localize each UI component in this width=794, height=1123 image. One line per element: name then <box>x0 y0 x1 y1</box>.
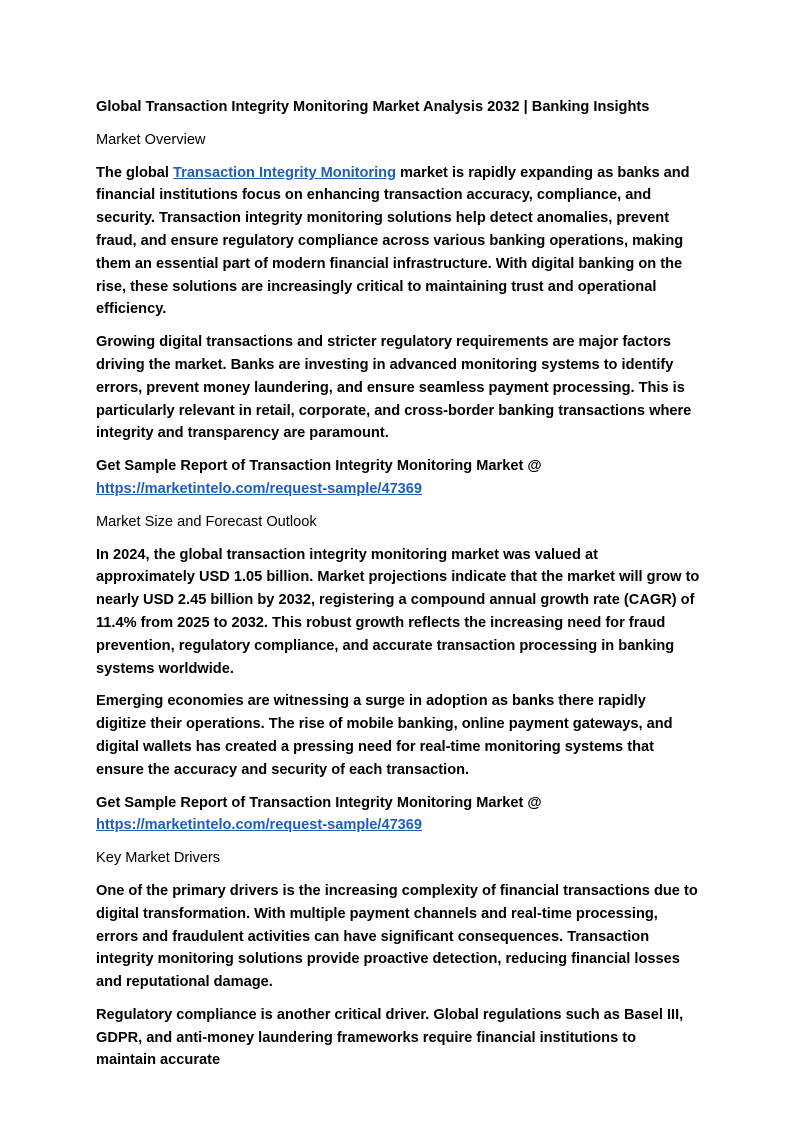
sample-report-block-2 <box>96 792 700 838</box>
drivers-paragraph-1: One of the primary drivers is the increasing complexity of financial transactions due to digital transformation. With multiple payment channels and real-time processing, errors and fraudulent activities can have significant consequences. Transaction integrity monitoring solutions provide proactive detection, reducing financial losses and reputational damage. <box>96 882 698 991</box>
overview-p1-suffix: market is rapidly expanding as banks and financial institutions focus on enhancing transaction accuracy, compliance, and security. Transaction integrity monitoring solutions help detect anomalies, prevent fraud, and ensure regulatory compliance across various banking operations, making them an essential part of modern financial infrastructure. With digital banking on the rise, these solutions are increasingly critical to maintaining trust and operational efficiency. <box>96 164 690 318</box>
drivers-paragraph-2: Regulatory compliance is another critical driver. Global regulations such as Basel III, GDPR, and anti-money laundering frameworks require financial institutions to maintain accurate <box>96 1006 684 1069</box>
transaction-integrity-monitoring-link[interactable]: Transaction Integrity Monitoring <box>173 164 396 181</box>
document-title: Global Transaction Integrity Monitoring Market Analysis 2032 | Banking Insights <box>96 99 650 115</box>
market-size-paragraph-2: Emerging economies are witnessing a surge in adoption as banks there rapidly digitize their operations. The rise of mobile banking, online payment gateways, and digital wallets has created a pressing need for real-time monitoring systems that ensure the accuracy and security of each transaction. <box>96 693 673 778</box>
document-page <box>96 96 700 1082</box>
overview-paragraph-2: Growing digital transactions and stricter regulatory requirements are major factors driving the market. Banks are investing in advanced monitoring systems to identify errors, prevent money laundering, and ensure seamless payment processing. This is particularly relevant in retail, corporate, and cross-border banking transactions where integrity and transparency are paramount. <box>96 334 692 442</box>
sample-report-block-1 <box>96 455 700 501</box>
key-drivers-heading: Key Market Drivers <box>96 850 221 867</box>
overview-p1-prefix: The global <box>96 164 174 181</box>
sample-report-text-2: Get Sample Report of Transaction Integrity Monitoring Market @ <box>96 794 542 811</box>
market-size-heading: Market Size and Forecast Outlook <box>96 513 317 530</box>
sample-report-link-1[interactable]: https://marketintelo.com/request-sample/47369 <box>96 480 423 497</box>
market-overview-heading: Market Overview <box>96 131 206 148</box>
overview-paragraph-1 <box>96 162 700 322</box>
market-size-paragraph-1: In 2024, the global transaction integrity monitoring market was valued at approximately USD 1.05 billion. Market projections indicate that the market will grow to nearly USD 2.45 billion by 2032, registering a compound annual growth rate (CAGR) of 11.4% from 2025 to 2032. This robust growth reflects the increasing need for fraud prevention, regulatory compliance, and accurate transaction processing in banking systems worldwide. <box>96 546 700 677</box>
sample-report-link-2[interactable]: https://marketintelo.com/request-sample/47369 <box>96 817 423 834</box>
sample-report-text-1: Get Sample Report of Transaction Integrity Monitoring Market @ <box>96 458 542 475</box>
